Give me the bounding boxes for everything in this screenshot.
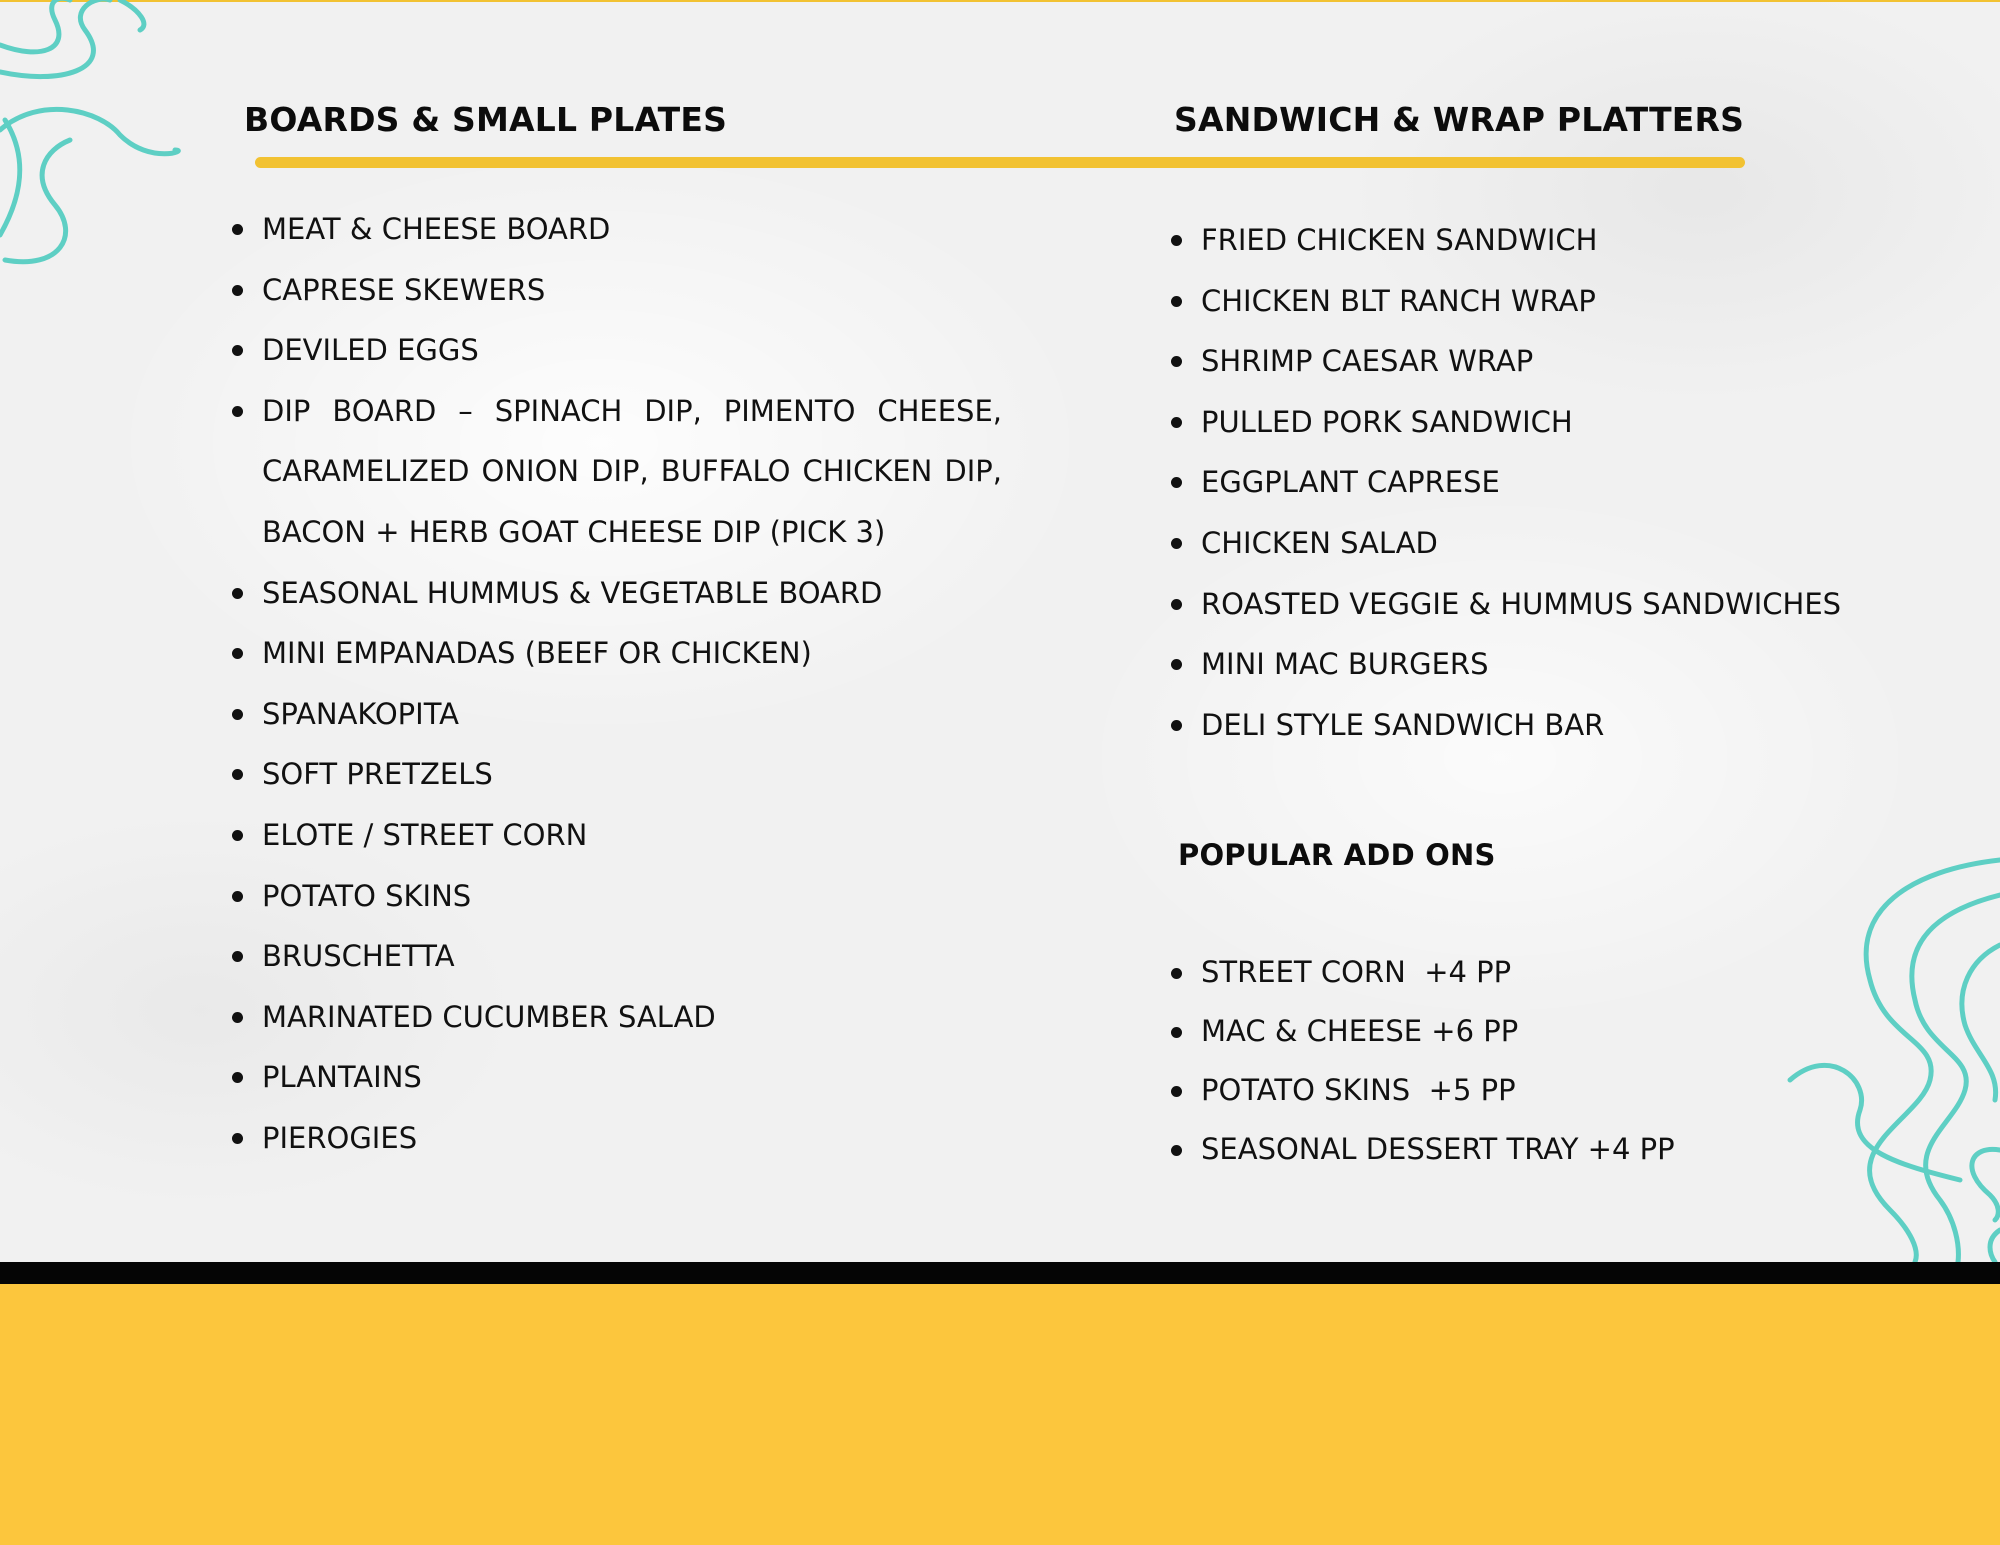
list-item bbox=[1201, 1061, 1675, 1120]
bullet-icon bbox=[1171, 538, 1182, 549]
bullet-icon bbox=[1171, 417, 1182, 428]
item-label: CAPRESE SKEWERS bbox=[262, 272, 546, 307]
bullet-icon bbox=[232, 1133, 243, 1144]
bullet-icon bbox=[232, 224, 243, 235]
bullet-icon bbox=[1171, 599, 1182, 610]
bullet-icon bbox=[1171, 720, 1182, 731]
list-item bbox=[1201, 695, 1841, 756]
bullet-icon bbox=[232, 709, 243, 720]
item-label: SEASONAL HUMMUS & VEGETABLE BOARD bbox=[262, 575, 883, 610]
item-label: SOFT PRETZELS bbox=[262, 757, 493, 792]
list-item bbox=[262, 320, 1002, 381]
bullet-icon bbox=[232, 406, 243, 417]
footer-yellow-band bbox=[0, 1284, 2000, 1545]
list-item bbox=[262, 684, 1002, 745]
item-label: PULLED PORK SANDWICH bbox=[1201, 404, 1573, 439]
bullet-icon bbox=[232, 891, 243, 902]
bullet-icon bbox=[232, 588, 243, 599]
item-label: SHRIMP CAESAR WRAP bbox=[1201, 344, 1534, 379]
section-title-sandwich-wrap-platters: SANDWICH & WRAP PLATTERS bbox=[1174, 100, 1745, 139]
bullet-icon bbox=[232, 285, 243, 296]
item-label: CHICKEN SALAD bbox=[1201, 525, 1438, 560]
item-label: ROASTED VEGGIE & HUMMUS SANDWICHES bbox=[1201, 586, 1842, 621]
item-label: MINI MAC BURGERS bbox=[1201, 647, 1489, 682]
list-item bbox=[1201, 452, 1841, 513]
item-label: POTATO SKINS bbox=[262, 878, 472, 913]
item-label: EGGPLANT CAPRESE bbox=[1201, 465, 1500, 500]
item-label: CHICKEN BLT RANCH WRAP bbox=[1201, 283, 1596, 318]
list-item bbox=[262, 926, 1002, 987]
item-label: DIP BOARD – SPINACH DIP, PIMENTO CHEESE, CARAMELIZED ONION DIP, BUFFALO CHICKEN DIP, BACON + HERB GOAT CHEESE DIP (PICK 3) bbox=[262, 393, 1002, 549]
bullet-icon bbox=[1171, 1086, 1182, 1097]
item-label: PIEROGIES bbox=[262, 1120, 418, 1155]
list-item bbox=[1201, 634, 1841, 695]
list-item bbox=[262, 744, 1002, 805]
bullet-icon bbox=[232, 830, 243, 841]
list-item bbox=[262, 563, 1002, 624]
section-title-popular-add-ons: POPULAR ADD ONS bbox=[1178, 838, 1496, 872]
list-item bbox=[1201, 271, 1841, 332]
list-item bbox=[1201, 513, 1841, 574]
bullet-icon bbox=[232, 1012, 243, 1023]
bullet-icon bbox=[1171, 1027, 1182, 1038]
list-item bbox=[262, 381, 1002, 563]
boards-small-plates-list bbox=[262, 199, 1002, 1169]
list-item bbox=[1201, 210, 1841, 271]
list-item bbox=[262, 1047, 1002, 1108]
list-item bbox=[262, 1108, 1002, 1169]
teal-squiggle-decoration-top-left bbox=[0, 0, 190, 280]
list-item bbox=[1201, 574, 1841, 635]
bullet-icon bbox=[1171, 968, 1182, 979]
list-item bbox=[262, 805, 1002, 866]
list-item bbox=[1201, 392, 1841, 453]
list-item bbox=[262, 260, 1002, 321]
item-label: ELOTE / STREET CORN bbox=[262, 817, 588, 852]
list-item bbox=[1201, 331, 1841, 392]
list-item bbox=[262, 623, 1002, 684]
section-title-boards-small-plates: BOARDS & SMALL PLATES bbox=[244, 100, 728, 139]
item-label: POTATO SKINS +5 PP bbox=[1201, 1073, 1516, 1107]
bullet-icon bbox=[1171, 296, 1182, 307]
item-label: MARINATED CUCUMBER SALAD bbox=[262, 999, 716, 1034]
popular-add-ons-list bbox=[1201, 943, 1675, 1179]
list-item bbox=[1201, 943, 1675, 1002]
item-label: SPANAKOPITA bbox=[262, 696, 460, 731]
item-label: DELI STYLE SANDWICH BAR bbox=[1201, 707, 1605, 742]
bullet-icon bbox=[1171, 1145, 1182, 1156]
item-label: BRUSCHETTA bbox=[262, 939, 455, 974]
item-label: FRIED CHICKEN SANDWICH bbox=[1201, 223, 1598, 257]
item-label: MAC & CHEESE +6 PP bbox=[1201, 1014, 1519, 1048]
list-item bbox=[262, 199, 1002, 260]
teal-squiggle-decoration-bottom-right bbox=[1790, 850, 2000, 1262]
list-item bbox=[262, 987, 1002, 1048]
sandwich-wrap-platters-list bbox=[1201, 210, 1841, 755]
list-item bbox=[1201, 1002, 1675, 1061]
item-label: PLANTAINS bbox=[262, 1060, 422, 1095]
list-item bbox=[1201, 1120, 1675, 1179]
item-label: SEASONAL DESSERT TRAY +4 PP bbox=[1201, 1132, 1675, 1166]
section-divider bbox=[255, 157, 1745, 168]
footer-black-band bbox=[0, 1262, 2000, 1284]
item-label: MEAT & CHEESE BOARD bbox=[262, 212, 611, 246]
bullet-icon bbox=[1171, 235, 1182, 246]
item-label: MINI EMPANADAS (BEEF OR CHICKEN) bbox=[262, 636, 812, 671]
item-label: DEVILED EGGS bbox=[262, 333, 479, 368]
item-label: STREET CORN +4 PP bbox=[1201, 955, 1512, 989]
list-item bbox=[262, 866, 1002, 927]
